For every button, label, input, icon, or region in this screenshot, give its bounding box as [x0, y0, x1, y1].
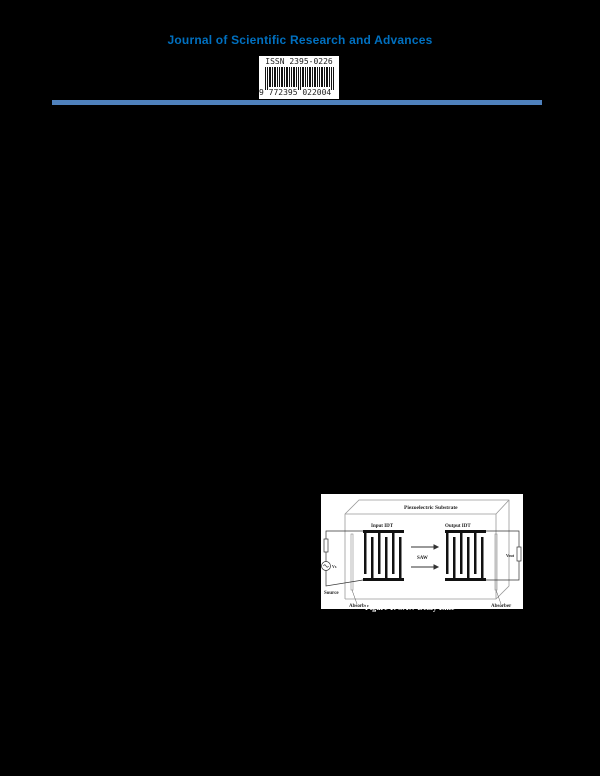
journal-title — [0, 33, 600, 47]
figure-caption — [365, 603, 495, 612]
figure-caption-text: Figure 1: SAW Delay Line — [365, 603, 455, 612]
absorber-left-label: Absorber — [349, 604, 370, 609]
source-label: Source — [324, 591, 339, 596]
source-voltage-label: Vs — [332, 564, 337, 569]
header-divider — [52, 100, 542, 105]
input-idt-icon — [363, 530, 404, 581]
journal-title-text: Journal of Scientific Research and Advances — [167, 33, 433, 47]
substrate-label: Piezoelectric Substrate — [404, 505, 458, 511]
issn-barcode — [259, 56, 339, 99]
source-circuit — [322, 531, 364, 586]
barcode-icon — [265, 67, 335, 90]
saw-device-figure — [321, 494, 523, 609]
input-idt-label: Input IDT — [371, 524, 394, 529]
output-voltage-label: Vout — [506, 553, 515, 558]
output-idt-icon — [445, 530, 486, 581]
issn-label: ISSN 2395-0226 — [265, 57, 333, 66]
saw-diagram — [321, 494, 523, 609]
saw-label: SAW — [417, 556, 428, 561]
barcode-digits: 9 772395 022004 — [259, 88, 332, 97]
absorber-right-label: Absorber — [491, 604, 512, 609]
absorber-right-icon — [495, 534, 497, 590]
output-idt-label: Output IDT — [445, 524, 471, 529]
output-circuit — [486, 531, 521, 580]
